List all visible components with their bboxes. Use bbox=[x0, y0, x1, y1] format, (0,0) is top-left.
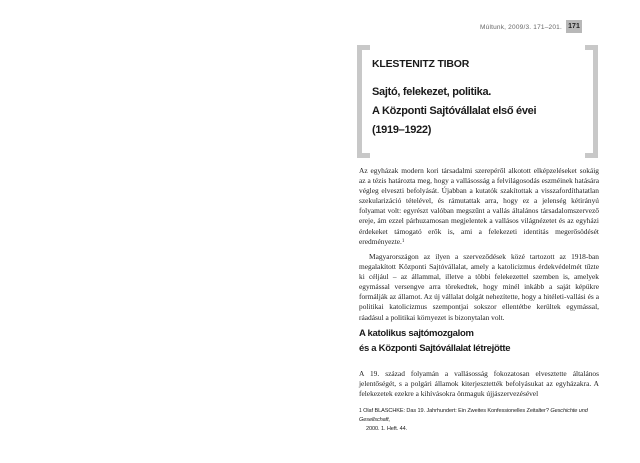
section-heading-line-2: és a Központi Sajtóvállalat létrejötte bbox=[359, 343, 511, 354]
footnote-line-2: 2000. 1. Heft. 44. bbox=[366, 426, 408, 432]
footnote-text: Olaf BLASCHKE: Das 19. Jahrhundert: Ein Zweites Konfessionelles Zeitalter? bbox=[363, 408, 549, 414]
section-heading-line-1: A katolikus sajtómozgalom bbox=[359, 328, 474, 339]
journal-source: Múltunk, 2009/3. 171–201. bbox=[480, 24, 562, 31]
footnote-ref[interactable]: 1 bbox=[401, 238, 405, 244]
title-line-3: (1919–1922) bbox=[372, 124, 432, 136]
title-line-1: Sajtó, felekezet, politika. bbox=[372, 86, 492, 98]
body-paragraph-1 bbox=[359, 166, 599, 247]
body-paragraph-2: Magyarországon az ilyen a szerveződések közé tartozott az 1918-ban megalakított Központi Sajtóvállalat, amely a katolicizmus érdekvédelmét tűzte ki céljául – az állammal, illetve a többi felekezettel szemben is, amelyek egymással versengve arra törekedtek, hogy minél inkább a saját képükre formálják az államot. Az új vállalat dolgát nehezítette, hogy a hitéleti-vallási és a politikai katolicizmus szempontjai sokszor ellentétbe kerültek egymással, ráadásul a politikai környezet is bizonytalan volt. bbox=[359, 252, 599, 322]
title-line-2: A Központi Sajtóvállalat első évei bbox=[372, 105, 537, 117]
title-bracket-left bbox=[357, 45, 370, 158]
article-author: KLESTENITZ TIBOR bbox=[372, 58, 470, 70]
article-title bbox=[372, 83, 582, 140]
footnote-journal: Geschichte und Gesellschaft, bbox=[359, 408, 588, 423]
footnote-number: 1 bbox=[359, 408, 362, 414]
page-number: 171 bbox=[566, 20, 582, 33]
body-paragraph-3: A 19. század folyamán a vallásosság fokozatosan elvesztette általános jelentőségét, s a polgári államok kiterjesztették befolyásukat az egyházakra. A felekezetek ezekre a kihívásokra önmaguk újjászervezésével bbox=[359, 369, 599, 399]
title-bracket-right bbox=[585, 45, 598, 158]
paragraph-1-text: Az egyházak modern kori társadalmi szerepéről alkotott elképzeléseket sokáig az a tézis határozta meg, hogy a vallásosság a felvilágosodás eszméinek hatására végleg elveszti befolyását. Újabban a kutatók szakítottak a visszafordíthatatlan szekularizáció tételével, és rámutattak arra, hogy ez a jelenség kétirányú folyamat volt: egyrészt valóban megszűnt a vallás általános társadalomszervező ereje, ám ezzel párhuzamosan megjelentek a vallásos világnézetet és az egyházi érdekeket támogató erők is, ami a felekezeti identitás megerősödését eredményezte. bbox=[359, 166, 599, 246]
footnote bbox=[359, 407, 599, 434]
section-heading bbox=[359, 326, 599, 356]
